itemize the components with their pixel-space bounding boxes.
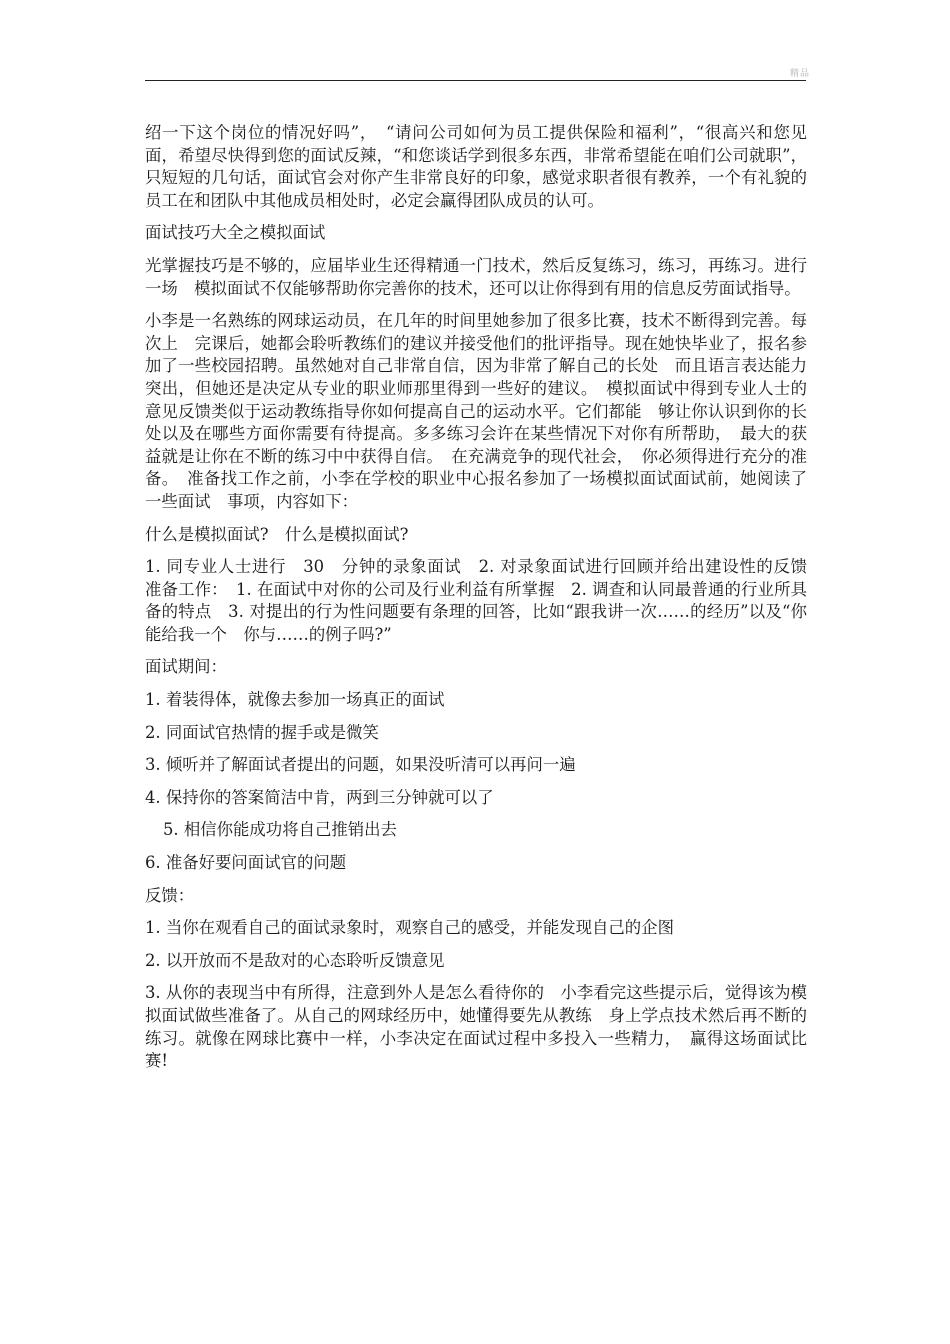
list-item: 5. 相信你能成功将自己推销出去 [163, 820, 397, 840]
list-item: 2. 同面试官热情的握手或是微笑 [145, 722, 379, 742]
paragraph-practice: 光掌握技巧是不够的，应届毕业生还得精通一门技术，然后反复练习，练习，再练习。进行一场 模拟面试不仅能够帮助你完善你的技术，还可以让你得到有用的信息反劳面试指导。 [145, 255, 807, 298]
list-item: 4. 保持你的答案简洁中肯，两到三分钟就可以了 [145, 787, 494, 807]
section-heading-mock-interview: 面试技巧大全之模拟面试 [145, 223, 326, 243]
paragraph-etiquette: 绍一下这个岗位的情况好吗”， “请问公司如何为员工提供保险和福利”，“很高兴和您见面，希望尽快得到您的面试反辣，“和您谈话学到很多东西，非常希望能在咱们公司就职”，只短短的几句话，面试官会对你产生非常良好的印象，感觉求职者很有教养，一个有礼貌的员工在和团队中其他成员相处时，必定会赢得团队成员的认可。 [145, 123, 807, 210]
question-what-is-mock: 什么是模拟面试? 什么是模拟面试? [145, 524, 409, 544]
list-item: 1. 着装得体，就像去参加一场真正的面试 [145, 690, 445, 710]
document-body [145, 122, 824, 1073]
heading-during-interview: 面试期间： [145, 657, 227, 677]
list-item: 3. 从你的表现当中有所得，注意到外人是怎么看待你的 小李看完这些提示后，觉得该为模拟面试做些准备了。从自己的网球经历中，她懂得要先从教练 身上学点技术然后再不断的练习。就像在网球比赛中一样，小李决定在面试过程中多投入一些精力， 赢得这场面试比赛! [145, 983, 807, 1071]
header-watermark: 精品 [789, 69, 810, 79]
list-item: 1. 当你在观看自己的面试录象时，观察自己的感受，并能发现自己的企图 [145, 918, 674, 938]
paragraph-xiaoli-story: 小李是一名熟练的网球运动员，在几年的时间里她参加了很多比赛，技术不断得到完善。每次上 完课后，她都会聆听教练们的建议并接受他们的批评指导。现在她快毕业了，报名参加了一些校园招聘。虽然她对自己非常自信，因为非常了解自己的长处 而且语言表达能力突出，但她还是决定从专业的职业师那里得到一些好的建议。 模拟面试中得到专业人士的意见反馈类似于运动教练指导你如何提高自己的运动水平。它们都能 够让你认识到你的长处以及在哪些方面你需要有待提高。多多练习会许在某些情况下对你有所帮助， 最大的获益就是让你在不断的练习中中获得自信。 在充满竞争的现代社会， 你必须得进行充分的准备。 准备找工作之前，小李在学校的职业中心报名参加了一场模拟面试面试前，她阅读了一些面试 事项，内容如下： [145, 311, 807, 511]
header-rule [145, 80, 806, 81]
paragraph-preparation: 1. 同专业人士进行 30 分钟的录象面试 2. 对录象面试进行回顾并给出建设性的反馈 准备工作： 1. 在面试中对你的公司及行业利益有所掌握 2. 调查和认同最普通的行业所具备的特点 3. 对提出的行为性问题要有条理的回答，比如“跟我讲一次……的经历”以及“你能给我一个 你与……的例子吗?” [145, 557, 824, 644]
heading-feedback: 反馈： [145, 885, 195, 905]
list-item: 2. 以开放而不是敌对的心态聆听反馈意见 [145, 950, 445, 970]
list-item: 3. 倾听并了解面试者提出的问题，如果没听清可以再问一遍 [145, 755, 576, 775]
list-item: 6. 准备好要问面试官的问题 [145, 853, 347, 873]
